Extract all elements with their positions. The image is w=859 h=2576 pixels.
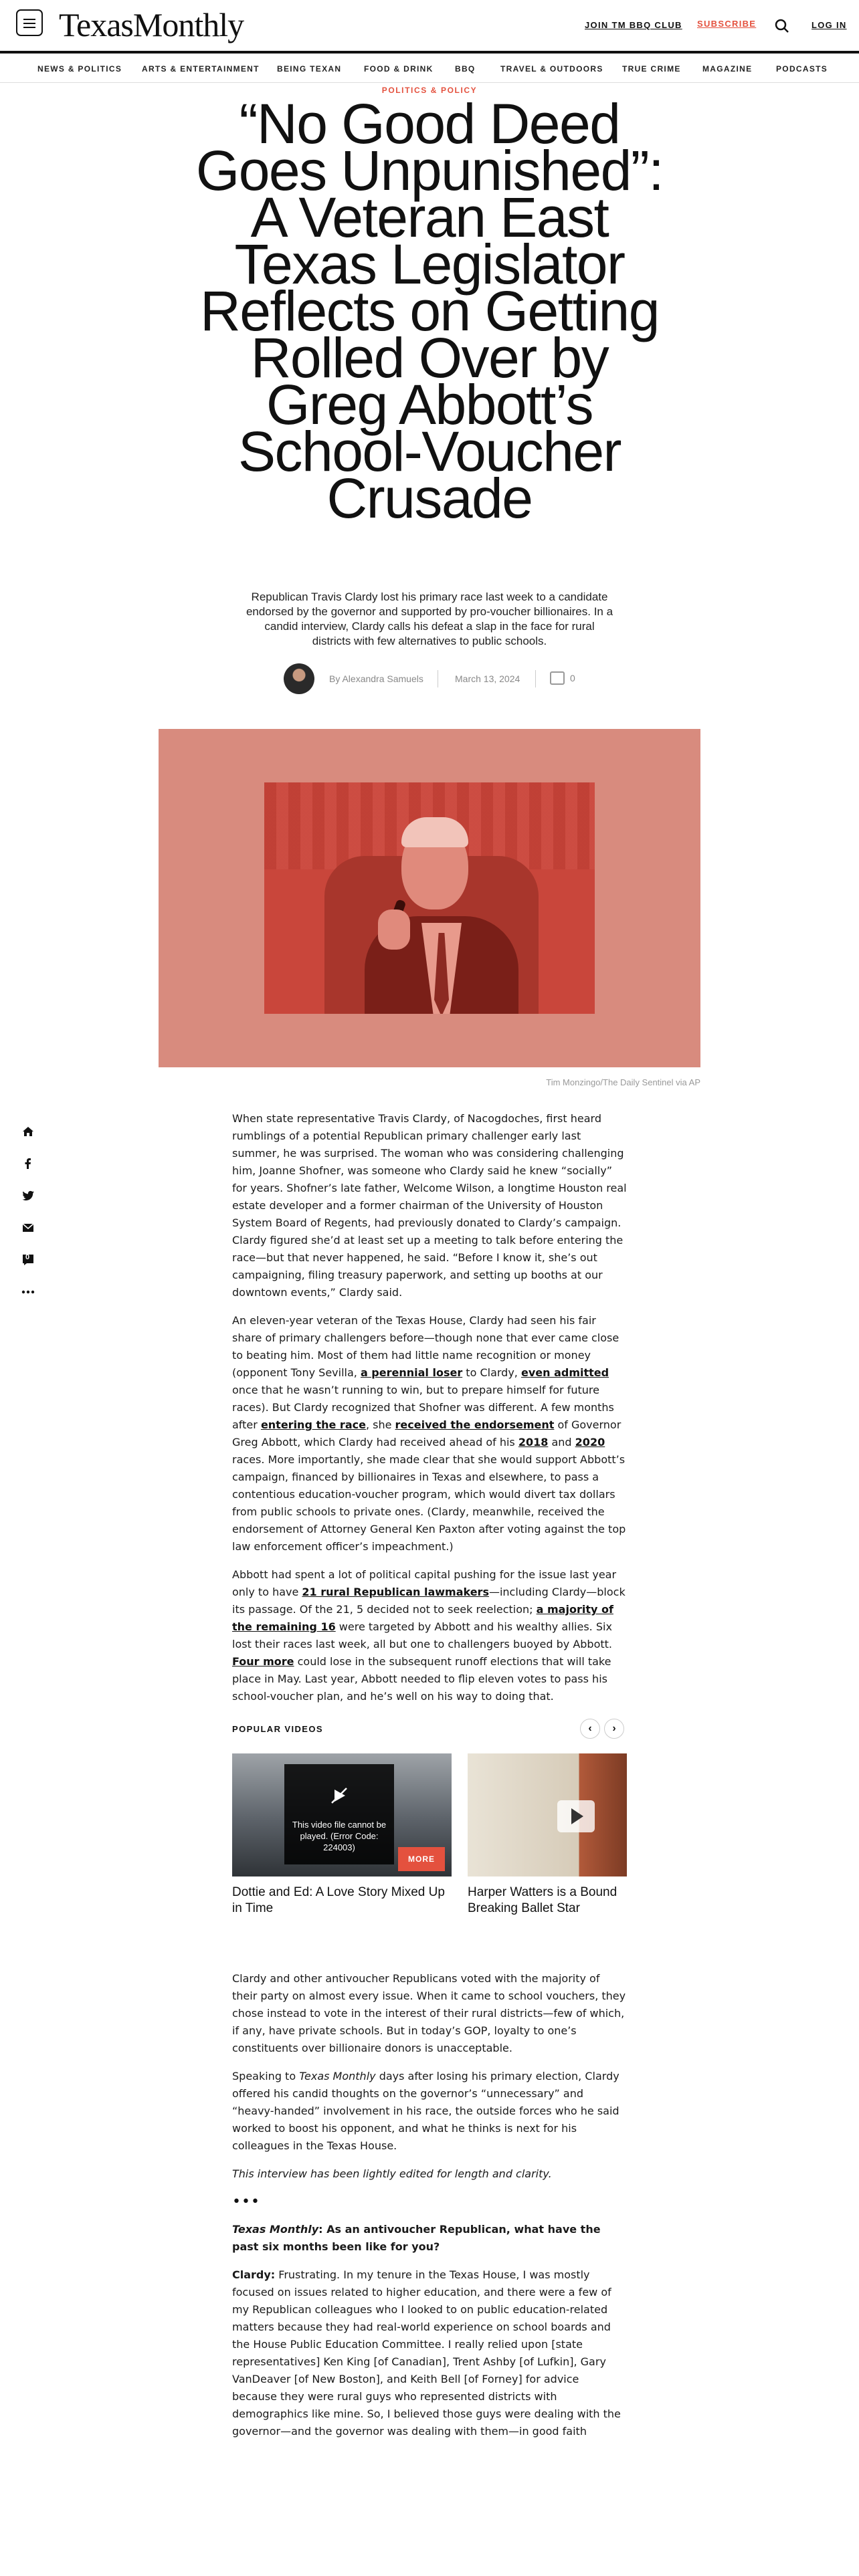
paragraph-4: Clardy and other antivoucher Republicans voted with the majority of their party on almost every issue. When it came to school vouchers, they chose instead to vote in the interest of their rural districts—few of which, if any, have private schools. But in today’s GOP, loyalty to one’s constituents over billionaire donors is unacceptable. — [232, 1972, 626, 2054]
email-icon — [21, 1221, 35, 1235]
video-error-overlay — [284, 1764, 394, 1864]
video-card[interactable] — [468, 1753, 627, 1947]
link-perennial-loser[interactable]: a perennial loser — [360, 1366, 463, 1379]
join-bbq-club-link[interactable]: JOIN TM BBQ CLUB — [585, 20, 682, 30]
article-body — [232, 1110, 627, 2451]
nav-travel-outdoors[interactable]: TRAVEL & OUTDOORS — [500, 64, 603, 74]
more-dots-icon — [21, 1285, 35, 1299]
twitter-icon — [21, 1189, 35, 1202]
byline — [284, 663, 578, 695]
carousel-next-button[interactable]: › — [604, 1719, 624, 1739]
play-icon[interactable] — [557, 1800, 595, 1832]
photo-portrait — [264, 782, 595, 1014]
comment-icon[interactable] — [550, 671, 565, 685]
nav-bbq[interactable]: BBQ — [455, 64, 476, 74]
link-2018[interactable]: 2018 — [518, 1436, 549, 1448]
main-nav — [0, 53, 859, 83]
video-title[interactable]: Dottie and Ed: A Love Story Mixed Up in Time — [232, 1885, 445, 1915]
twitter-share-button[interactable] — [12, 1180, 44, 1212]
carousel-prev-button[interactable]: ‹ — [580, 1719, 600, 1739]
share-rail — [12, 1115, 44, 1316]
video-title[interactable]: Harper Watters is a Bound Breaking Ballet Star — [468, 1885, 617, 1915]
video-thumbnail[interactable] — [468, 1753, 627, 1876]
nav-podcasts[interactable]: PODCASTS — [776, 64, 828, 74]
share-comment-count: 0 — [25, 1253, 30, 1261]
article-dek: Republican Travis Clardy lost his primary race last week to a candidate endorsed by the governor and supported by pro-voucher billionaires. In a candid interview, Clardy calls his defeat a slap in the face for rural districts with few alternatives to public schools. — [246, 591, 613, 647]
facebook-share-button[interactable] — [12, 1148, 44, 1180]
menu-button[interactable] — [16, 9, 43, 36]
subscribe-link[interactable]: SUBSCRIBE — [697, 19, 757, 29]
nav-magazine[interactable]: MAGAZINE — [702, 64, 753, 74]
comments-button[interactable] — [12, 1244, 44, 1276]
paragraph-2: An eleven-year veteran of the Texas House, Clardy had seen his fair share of primary challengers before—though none that ever came close to beating him. Most of them had little name recognition or money (opponent Tony Sevilla, a perennial loser to Clardy, even admitted once that he wasn’t running to win, but to prepare himself for future races). But Clardy recognized that Shofner was different. A few months after entering the race, she received the endorsement of Governor Greg Abbott, which Clardy had received ahead of his 2018 and 2020 races. More importantly, she made clear that she would support Abbott’s campaign, financed by billionaires in Texas and elsewhere, to pass a contentious education-voucher program, which would divert tax dollars from public schools to private ones. (Clardy, meanwhile, received the endorsement of Attorney General Ken Paxton after voting against the top law enforcement officer’s impeachment.) — [232, 1314, 626, 1553]
editor-note: This interview has been lightly edited for length and clarity. — [232, 2167, 552, 2180]
section-separator: ••• — [232, 2193, 260, 2210]
video-thumbnail[interactable] — [232, 1753, 452, 1876]
email-share-button[interactable] — [12, 1212, 44, 1244]
link-21-rural-lawmakers[interactable]: 21 rural Republican lawmakers — [302, 1586, 489, 1598]
link-four-more[interactable]: Four more — [232, 1655, 294, 1668]
author-name[interactable]: By Alexandra Samuels — [329, 673, 423, 684]
video-error-message: This video file cannot be played. (Error Code: 224003) — [292, 1820, 387, 1852]
link-entering-race[interactable]: entering the race — [260, 1418, 366, 1431]
paragraph-5: Speaking to Texas Monthly days after losing his primary election, Clardy offered his candid thoughts on the governor’s “unnecessary” and “heavy-handed” involvement in his race, the outside forces who he said worked to boost his opponent, and what he thinks is next for his colleagues in the Texas House. — [232, 2070, 619, 2152]
interview-answer: Clardy: Frustrating. In my tenure in the Texas House, I was mostly focused on issues related to higher education, and there were a few of my Republican colleagues who I looked to on public education-related matters because they had real-world experience on school boards and the House Public Education Committee. I really relied upon [state representatives] Ken King [of Canadian], Trent Ashby [of Lufkin], Gary VanDeaver [of New Boston], and Keith Bell [of Forney] for advice because they were rural guys who represented districts with demographics like mine. So, I believed those guys were dealing with the governor—and the governor was dealing with them—in good faith — [232, 2268, 621, 2438]
more-share-options-button[interactable] — [12, 1276, 44, 1308]
site-header — [0, 0, 859, 51]
author-avatar[interactable] — [284, 663, 314, 694]
article-headline: “No Good Deed Goes Unpunished”: A Veteran East Texas Legislator Reflects on Getting Rolled Over by Greg Abbott’s School-Voucher Crusade — [195, 92, 664, 530]
video-off-icon — [328, 1784, 351, 1807]
interview-question: Texas Monthly: As an antivoucher Republican, what have the past six months been like for you? — [232, 2223, 601, 2253]
home-icon — [21, 1125, 35, 1138]
publish-date: March 13, 2024 — [455, 673, 520, 684]
video-more-button[interactable]: MORE — [398, 1847, 445, 1871]
link-majority-remaining-16[interactable]: a majority of the remaining 16 — [232, 1603, 613, 1633]
popular-videos — [232, 1716, 627, 1953]
home-button[interactable] — [12, 1115, 44, 1148]
nav-arts-entertainment[interactable]: ARTS & ENTERTAINMENT — [142, 64, 260, 74]
login-link[interactable]: LOG IN — [812, 20, 847, 30]
search-icon[interactable] — [775, 19, 789, 33]
link-2020[interactable]: 2020 — [575, 1436, 605, 1448]
paragraph-3: Abbott had spent a lot of political capital pushing for the issue last year only to have 21 rural Republican lawmakers—including Clardy—block its passage. Of the 21, 5 decided not to seek reelection; a majority of the remaining 16 were targeted by Abbott and his wealthy allies. Six lost their races last week, all but one to challengers buoyed by Abbott. Four more could lose in the subsequent runoff elections that will take place in May. Last year, Abbott needed to flip eleven votes to pass his school-voucher plan, and he’s well on his way to doing that. — [232, 1568, 626, 1703]
paragraph-1: When state representative Travis Clardy, of Nacogdoches, first heard rumblings of a potential Republican primary challenger early last summer, he was surprised. The woman who was considering challenging him, Joanne Shofner, was someone who Clardy said he knew “socially” for years. Shofner’s late father, Welcome Wilson, a longtime Houston real estate developer and a former chairman of the University of Houston System Board of Regents, had previously donated to Clardy’s campaign. Clardy figured she’d at least set up a meeting to talk before entering the race—but that never happened, he said. “Before I know it, she’s out campaigning, filing treasury paperwork, and setting up booths at our downtown events,” Clardy said. — [232, 1112, 627, 1299]
video-card[interactable] — [232, 1753, 452, 1947]
facebook-icon — [21, 1157, 35, 1170]
lead-photo — [159, 729, 700, 1067]
comment-count[interactable]: 0 — [570, 673, 575, 683]
site-logo[interactable]: TexasMonthly — [59, 6, 244, 43]
link-even-admitted[interactable]: even admitted — [520, 1366, 609, 1379]
byline-divider — [535, 670, 536, 687]
link-received-endorsement[interactable]: received the endorsement — [395, 1418, 555, 1431]
article-category[interactable]: POLITICS & POLICY — [381, 86, 478, 95]
nav-food-drink[interactable]: FOOD & DRINK — [364, 64, 434, 74]
nav-true-crime[interactable]: TRUE CRIME — [622, 64, 681, 74]
photo-credit: Tim Monzingo/The Daily Sentinel via AP — [546, 1077, 700, 1087]
nav-being-texan[interactable]: BEING TEXAN — [277, 64, 342, 74]
nav-news-politics[interactable]: NEWS & POLITICS — [37, 64, 122, 74]
popular-videos-title: POPULAR VIDEOS — [232, 1724, 323, 1734]
